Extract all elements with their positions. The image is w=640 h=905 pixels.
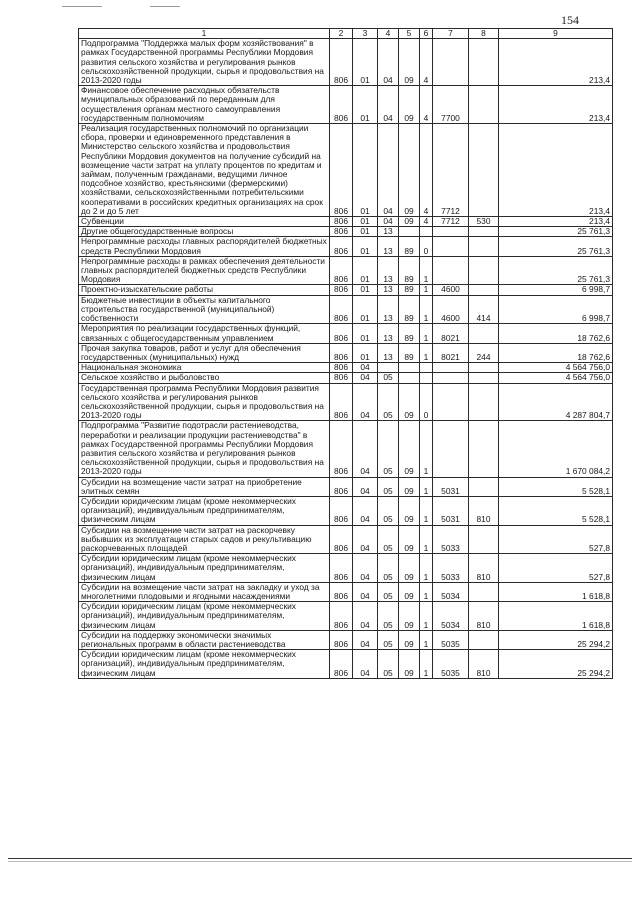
- row-code-cell: 04: [353, 477, 378, 496]
- row-code-cell: 5031: [433, 496, 469, 525]
- table-row: [79, 39, 613, 86]
- row-code-cell: 01: [353, 124, 378, 217]
- row-code-cell: 5035: [433, 650, 469, 679]
- table-row: [79, 373, 613, 383]
- row-code-cell: 13: [378, 237, 399, 256]
- row-amount-cell: 1 618,8: [499, 602, 613, 631]
- row-name-cell: Субсидии на возмещение части затрат на приобретение элитных семян: [79, 477, 330, 496]
- row-code-cell: 5033: [433, 525, 469, 554]
- table-row: [79, 86, 613, 124]
- row-code-cell: 806: [330, 383, 353, 421]
- table-row: [79, 477, 613, 496]
- row-name-cell: Непрограммные расходы в рамках обеспечения деятельности главных распорядителей бюджетных средств Республики Мордовия: [79, 256, 330, 285]
- row-code-cell: 04: [378, 86, 399, 124]
- row-name-cell: Другие общегосударственные вопросы: [79, 227, 330, 237]
- table-row: [79, 421, 613, 477]
- table-row: [79, 295, 613, 324]
- row-amount-cell: 4 564 756,0: [499, 363, 613, 373]
- row-code-cell: 01: [353, 227, 378, 237]
- row-code-cell: 05: [378, 650, 399, 679]
- row-code-cell: [420, 373, 433, 383]
- row-code-cell: 89: [399, 285, 420, 295]
- scan-top-mark-right: [150, 6, 180, 7]
- row-code-cell: [399, 227, 420, 237]
- row-code-cell: [433, 373, 469, 383]
- row-code-cell: 89: [399, 343, 420, 362]
- table-row: [79, 343, 613, 362]
- table-row: [79, 124, 613, 217]
- row-code-cell: 05: [378, 383, 399, 421]
- column-header-9: 9: [499, 29, 613, 39]
- row-name-cell: Сельское хозяйство и рыболовство: [79, 373, 330, 383]
- row-code-cell: 806: [330, 650, 353, 679]
- row-code-cell: 244: [469, 343, 499, 362]
- row-code-cell: 806: [330, 496, 353, 525]
- row-code-cell: 4: [420, 39, 433, 86]
- row-code-cell: 05: [378, 421, 399, 477]
- row-code-cell: 04: [353, 373, 378, 383]
- row-code-cell: 01: [353, 237, 378, 256]
- row-amount-cell: 527,8: [499, 525, 613, 554]
- row-code-cell: 05: [378, 602, 399, 631]
- row-amount-cell: 5 528,1: [499, 477, 613, 496]
- row-code-cell: 4: [420, 217, 433, 227]
- row-code-cell: [420, 363, 433, 373]
- row-amount-cell: 213,4: [499, 86, 613, 124]
- row-code-cell: 0: [420, 237, 433, 256]
- row-code-cell: [469, 582, 499, 601]
- row-code-cell: 806: [330, 324, 353, 343]
- page-bottom-rule-secondary: [8, 861, 632, 862]
- row-code-cell: 806: [330, 86, 353, 124]
- row-code-cell: 1: [420, 285, 433, 295]
- table-header-row: [79, 29, 613, 39]
- row-name-cell: Финансовое обеспечение расходных обязательств муниципальных образований по переданным для осуществления органам местного самоуправления государственным полномочиям: [79, 86, 330, 124]
- row-code-cell: 530: [469, 217, 499, 227]
- column-header-6: 6: [420, 29, 433, 39]
- row-code-cell: 806: [330, 237, 353, 256]
- row-code-cell: [469, 630, 499, 649]
- row-code-cell: 04: [378, 217, 399, 227]
- row-name-cell: Государственная программа Республики Мордовия развития сельского хозяйства и регулирования рынков сельскохозяйственной продукции, сырья и продовольствия на 2013-2020 годы: [79, 383, 330, 421]
- table-row: [79, 217, 613, 227]
- row-code-cell: 1: [420, 630, 433, 649]
- row-amount-cell: 25 761,3: [499, 227, 613, 237]
- row-code-cell: 09: [399, 602, 420, 631]
- row-name-cell: Подпрограмма "Поддержка малых форм хозяйствования" в рамках Государственной программы Республики Мордовия развития сельского хозяйства и регулирования рынков сельскохозяйственной продукции, сырья и продовольствия на 2013-2020 годы: [79, 39, 330, 86]
- table-row: [79, 582, 613, 601]
- row-code-cell: 806: [330, 124, 353, 217]
- row-code-cell: 04: [353, 602, 378, 631]
- row-code-cell: [469, 363, 499, 373]
- row-code-cell: 1: [420, 602, 433, 631]
- row-name-cell: Субвенции: [79, 217, 330, 227]
- scan-top-mark-left: [62, 6, 102, 7]
- table-row: [79, 237, 613, 256]
- row-code-cell: 4600: [433, 285, 469, 295]
- row-code-cell: 89: [399, 237, 420, 256]
- row-code-cell: 806: [330, 295, 353, 324]
- row-code-cell: 806: [330, 554, 353, 583]
- row-code-cell: 09: [399, 39, 420, 86]
- row-code-cell: 7712: [433, 124, 469, 217]
- row-name-cell: Национальная экономика: [79, 363, 330, 373]
- row-code-cell: 01: [353, 256, 378, 285]
- row-name-cell: Субсидии юридическим лицам (кроме некоммерческих организаций), индивидуальным предпринимателям, физическим лицам: [79, 496, 330, 525]
- row-name-cell: Субсидии юридическим лицам (кроме некоммерческих организаций), индивидуальным предпринимателям, физическим лицам: [79, 602, 330, 631]
- row-code-cell: 1: [420, 477, 433, 496]
- row-code-cell: [469, 324, 499, 343]
- row-code-cell: 05: [378, 630, 399, 649]
- row-code-cell: 1: [420, 343, 433, 362]
- row-code-cell: 01: [353, 324, 378, 343]
- row-code-cell: [469, 285, 499, 295]
- row-code-cell: 01: [353, 343, 378, 362]
- row-code-cell: 89: [399, 324, 420, 343]
- row-amount-cell: 6 998,7: [499, 295, 613, 324]
- row-code-cell: [469, 227, 499, 237]
- row-code-cell: 1: [420, 554, 433, 583]
- row-amount-cell: 25 294,2: [499, 650, 613, 679]
- row-code-cell: [469, 373, 499, 383]
- row-code-cell: 01: [353, 285, 378, 295]
- row-code-cell: 1: [420, 295, 433, 324]
- row-code-cell: 4: [420, 86, 433, 124]
- row-code-cell: 09: [399, 124, 420, 217]
- row-code-cell: 01: [353, 86, 378, 124]
- row-code-cell: [469, 256, 499, 285]
- row-name-cell: Реализация государственных полномочий по организации сбора, проверки и единовременного представления в Министерство сельского хозяйства и продовольствия Республики Мордовия документов на получение субсидий на возмещение части затрат на уплату процентов по кредитам и займам, полученным гражданами, ведущими личное подсобное хозяйство, крестьянскими (фермерскими) хозяйствами, сельскохозяйственными потребительскими кооперативами в российских кредитных организациях на срок до 2 и до 5 лет: [79, 124, 330, 217]
- row-code-cell: 7712: [433, 217, 469, 227]
- table-row: [79, 602, 613, 631]
- column-header-3: 3: [353, 29, 378, 39]
- table-row: [79, 554, 613, 583]
- row-code-cell: 1: [420, 496, 433, 525]
- column-header-7: 7: [433, 29, 469, 39]
- row-name-cell: Мероприятия по реализации государственных функций, связанных с общегосударственным управлением: [79, 324, 330, 343]
- row-amount-cell: 25 761,3: [499, 256, 613, 285]
- table-row: [79, 383, 613, 421]
- row-code-cell: 09: [399, 421, 420, 477]
- row-code-cell: [433, 237, 469, 256]
- row-code-cell: 04: [353, 421, 378, 477]
- row-code-cell: 5034: [433, 602, 469, 631]
- row-code-cell: 4: [420, 124, 433, 217]
- row-code-cell: 806: [330, 630, 353, 649]
- row-code-cell: 806: [330, 363, 353, 373]
- row-amount-cell: 6 998,7: [499, 285, 613, 295]
- row-name-cell: Субсидии юридическим лицам (кроме некоммерческих организаций), индивидуальным предпринимателям, физическим лицам: [79, 554, 330, 583]
- row-name-cell: Субсидии юридическим лицам (кроме некоммерческих организаций), индивидуальным предпринимателям, физическим лицам: [79, 650, 330, 679]
- row-code-cell: 8021: [433, 343, 469, 362]
- table-row: [79, 363, 613, 373]
- row-code-cell: 09: [399, 477, 420, 496]
- row-code-cell: 5033: [433, 554, 469, 583]
- row-code-cell: 7700: [433, 86, 469, 124]
- row-amount-cell: 1 618,8: [499, 582, 613, 601]
- row-code-cell: 806: [330, 39, 353, 86]
- row-code-cell: 806: [330, 343, 353, 362]
- row-code-cell: [469, 383, 499, 421]
- row-name-cell: Субсидии на возмещение части затрат на раскорчевку выбывших из эксплуатации старых садов и рекультивацию раскорчеванных площадей: [79, 525, 330, 554]
- row-code-cell: 806: [330, 227, 353, 237]
- row-code-cell: 09: [399, 582, 420, 601]
- column-header-1: 1: [79, 29, 330, 39]
- row-code-cell: [433, 363, 469, 373]
- row-code-cell: 806: [330, 373, 353, 383]
- row-code-cell: [469, 477, 499, 496]
- row-code-cell: 1: [420, 525, 433, 554]
- row-code-cell: 1: [420, 650, 433, 679]
- row-code-cell: 09: [399, 525, 420, 554]
- row-code-cell: [433, 227, 469, 237]
- row-code-cell: 05: [378, 554, 399, 583]
- row-code-cell: [433, 256, 469, 285]
- column-header-4: 4: [378, 29, 399, 39]
- page-bottom-rule: [8, 858, 632, 859]
- row-name-cell: Субсидии на поддержку экономически значимых региональных программ в области растениеводства: [79, 630, 330, 649]
- row-code-cell: [469, 86, 499, 124]
- row-code-cell: 13: [378, 256, 399, 285]
- row-code-cell: 806: [330, 256, 353, 285]
- row-code-cell: 09: [399, 554, 420, 583]
- row-code-cell: 89: [399, 256, 420, 285]
- row-code-cell: 810: [469, 650, 499, 679]
- row-code-cell: 1: [420, 421, 433, 477]
- row-code-cell: 806: [330, 217, 353, 227]
- row-name-cell: Подпрограмма "Развитие подотрасли растениеводства, переработки и реализации продукции растениеводства" в рамках Государственной программы Республики Мордовия развития сельского хозяйства и регулирования рынков сельскохозяйственной продукции, сырья и продовольствия на 2013-2020 годы: [79, 421, 330, 477]
- row-code-cell: [433, 421, 469, 477]
- row-amount-cell: 1 670 084,2: [499, 421, 613, 477]
- row-code-cell: 04: [353, 383, 378, 421]
- row-code-cell: 04: [353, 554, 378, 583]
- row-code-cell: 05: [378, 496, 399, 525]
- row-code-cell: 1: [420, 324, 433, 343]
- row-code-cell: 810: [469, 554, 499, 583]
- budget-table: [78, 28, 613, 679]
- row-code-cell: 806: [330, 477, 353, 496]
- row-code-cell: 89: [399, 295, 420, 324]
- row-code-cell: [433, 383, 469, 421]
- row-code-cell: 13: [378, 227, 399, 237]
- table-row: [79, 650, 613, 679]
- row-code-cell: 1: [420, 582, 433, 601]
- row-code-cell: 806: [330, 602, 353, 631]
- page-number: 154: [561, 13, 579, 27]
- row-amount-cell: 213,4: [499, 124, 613, 217]
- row-code-cell: 5031: [433, 477, 469, 496]
- row-amount-cell: 4 287 804,7: [499, 383, 613, 421]
- row-code-cell: 09: [399, 650, 420, 679]
- table-row: [79, 285, 613, 295]
- row-code-cell: 806: [330, 525, 353, 554]
- row-name-cell: Субсидии на возмещение части затрат на закладку и уход за многолетними плодовыми и ягодными насаждениями: [79, 582, 330, 601]
- row-amount-cell: 213,4: [499, 39, 613, 86]
- table-row: [79, 324, 613, 343]
- row-code-cell: 09: [399, 383, 420, 421]
- table-row: [79, 525, 613, 554]
- row-code-cell: 5034: [433, 582, 469, 601]
- row-code-cell: 05: [378, 477, 399, 496]
- row-amount-cell: 25 761,3: [499, 237, 613, 256]
- row-code-cell: 13: [378, 343, 399, 362]
- row-code-cell: 04: [353, 525, 378, 554]
- row-code-cell: 5035: [433, 630, 469, 649]
- row-code-cell: 01: [353, 217, 378, 227]
- row-code-cell: 04: [353, 496, 378, 525]
- row-amount-cell: 213,4: [499, 217, 613, 227]
- row-name-cell: Бюджетные инвестиции в объекты капитального строительства государственной (муниципальной) собственности: [79, 295, 330, 324]
- row-code-cell: 4600: [433, 295, 469, 324]
- table-row: [79, 496, 613, 525]
- row-code-cell: 05: [378, 525, 399, 554]
- row-code-cell: [399, 363, 420, 373]
- row-code-cell: 05: [378, 582, 399, 601]
- row-code-cell: 04: [353, 630, 378, 649]
- row-code-cell: 806: [330, 285, 353, 295]
- row-code-cell: 806: [330, 582, 353, 601]
- row-code-cell: 04: [353, 650, 378, 679]
- row-amount-cell: 5 528,1: [499, 496, 613, 525]
- row-code-cell: [469, 39, 499, 86]
- table-row: [79, 256, 613, 285]
- row-code-cell: 13: [378, 324, 399, 343]
- row-code-cell: 810: [469, 602, 499, 631]
- row-name-cell: Проектно-изыскательские работы: [79, 285, 330, 295]
- row-code-cell: 01: [353, 39, 378, 86]
- row-code-cell: 0: [420, 383, 433, 421]
- row-code-cell: 04: [378, 39, 399, 86]
- column-header-8: 8: [469, 29, 499, 39]
- row-name-cell: Непрограммные расходы главных распорядителей бюджетных средств Республики Мордовия: [79, 237, 330, 256]
- row-code-cell: [469, 421, 499, 477]
- row-code-cell: 810: [469, 496, 499, 525]
- row-amount-cell: 25 294,2: [499, 630, 613, 649]
- column-header-2: 2: [330, 29, 353, 39]
- row-code-cell: 09: [399, 86, 420, 124]
- row-code-cell: 8021: [433, 324, 469, 343]
- row-code-cell: 04: [353, 363, 378, 373]
- row-amount-cell: 4 564 756,0: [499, 373, 613, 383]
- row-code-cell: 1: [420, 256, 433, 285]
- row-code-cell: 13: [378, 295, 399, 324]
- row-code-cell: 01: [353, 295, 378, 324]
- row-amount-cell: 527,8: [499, 554, 613, 583]
- row-code-cell: 04: [353, 582, 378, 601]
- row-code-cell: [469, 525, 499, 554]
- row-code-cell: [378, 363, 399, 373]
- row-amount-cell: 18 762,6: [499, 324, 613, 343]
- row-code-cell: 13: [378, 285, 399, 295]
- row-code-cell: [399, 373, 420, 383]
- row-name-cell: Прочая закупка товаров, работ и услуг для обеспечения государственных (муниципальных) нужд: [79, 343, 330, 362]
- row-code-cell: 04: [378, 124, 399, 217]
- table-row: [79, 227, 613, 237]
- row-code-cell: 09: [399, 496, 420, 525]
- row-code-cell: 09: [399, 630, 420, 649]
- column-header-5: 5: [399, 29, 420, 39]
- row-code-cell: [433, 39, 469, 86]
- row-code-cell: 09: [399, 217, 420, 227]
- row-code-cell: 806: [330, 421, 353, 477]
- row-amount-cell: 18 762,6: [499, 343, 613, 362]
- row-code-cell: 05: [378, 373, 399, 383]
- table-row: [79, 630, 613, 649]
- row-code-cell: 414: [469, 295, 499, 324]
- table-body: [79, 39, 613, 679]
- row-code-cell: [420, 227, 433, 237]
- row-code-cell: [469, 237, 499, 256]
- row-code-cell: [469, 124, 499, 217]
